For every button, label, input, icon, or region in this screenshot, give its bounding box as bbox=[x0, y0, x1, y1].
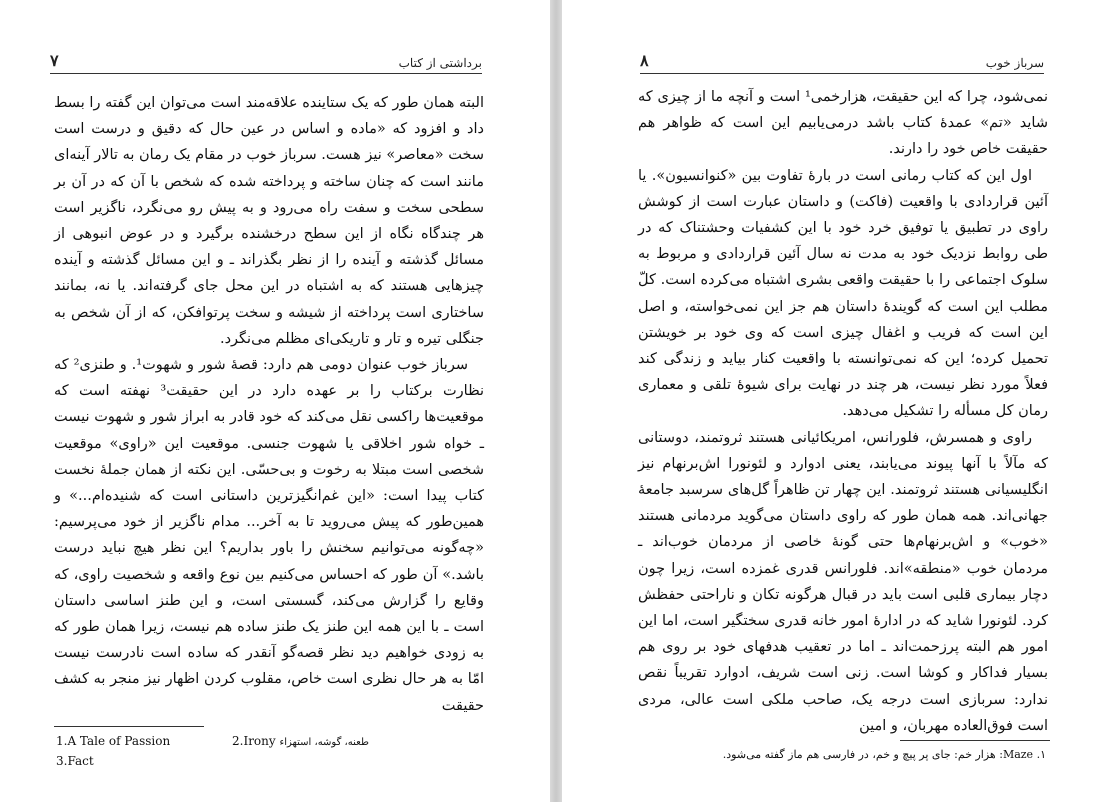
left-footnote-2-fa: طعنه، گوشه، استهزاء bbox=[279, 737, 369, 748]
right-paragraph-2: اول این که کتاب رمانی است در بارهٔ تفاوت بین «کنوانسیون». یا آئین قراردادی با واقعیت (فاکت) و داستان عبارت است از کوشش راوی در تطبیق یا توفیق خرد خود با این کشفیات وحشتناک که در طی روابط نزدیک خود به مدت نه سال آئین قراردادی و مربوط به سلوک اجتماعی را با حقیقت واقعی بشری اشتباه می‌کرده است. کلّ مطلب این است که گویندهٔ داستان هم جز این نمی‌خواسته، و اصل این است که فریب و اغفال چیزی است که وی خود بر خویشتن تحمیل کرده‌؛ این که نمی‌توانسته با واقعیت کنار بیاید و زندگی کند فعلاً مورد نظر نیست، هر چند در نهایت برای شیوهٔ تلقی و معماری رمان کل مسأله را تشکیل می‌دهد. bbox=[638, 167, 1048, 420]
left-page-number: ۷ bbox=[50, 51, 59, 70]
left-footnote-1: 1.A Tale of Passion bbox=[56, 734, 171, 748]
left-footnote-2-en: 2.Irony bbox=[232, 734, 276, 748]
right-body-text bbox=[638, 84, 1048, 739]
left-footnote-3: 3.Fact bbox=[56, 754, 94, 768]
right-footnote-rule bbox=[900, 740, 1050, 741]
left-footnote-2 bbox=[232, 734, 375, 748]
left-page-header bbox=[50, 50, 482, 74]
left-paragraph-2: سرباز خوب عنوان دومی هم دارد: قصهٔ شور و شهوت¹. و طنزی² که نظارت برکتاب را بر عهده دارد در این حقیقت³ نهفته است که موقعیت‌ها راکسی نقل می‌کند که خود قادر به ابراز شور و شهوت نیست ـ خواه شور اخلاقی یا شهوت جنسی. موقعیت این «راوی» موقعیت شخصی است مبتلا به رخوت و بی‌حسّی. این نکته از همان جملهٔ نخست کتاب پیدا است: «این غم‌انگیزترین داستانی است که شنیده‌ام...» و همین‌طور که پیش می‌روید تا به آخر... مدام ناگزیر از خود می‌پرسیم: «چه‌گونه می‌توانیم سخنش را باور بداریم؟ این نظر هیچ نباید درست باشد.» آن طور که احساس می‌کنیم بین نوع واقعه و شخصیت راوی، که وقایع را گزارش می‌کند، گسستی است، و این طنز اساسی داستان است ـ با این همه این طنز یک طنز ساده هم نیست، زیرا همان طور که به زودی خواهیم دید نظر قصه‌گو آنقدر که ساده است نادرست نیست امّا به هر حال نظری است خاص، مقلوب کردن اظهار نیز منجر به کشف حقیقت bbox=[54, 357, 484, 714]
left-body-text bbox=[54, 90, 484, 719]
right-paragraph-3: راوی و همسرش، فلورانس، امریکائیانی هستند ثروتمند، دوستانی که مآلاً با آنها پیوند می‌یابند، یعنی ادوارد و لئونورا اش‌برنهام نیز انگلیسیانی هستند ثروتمند. این چهار تن ظاهراً گل‌های سرسبد جامعهٔ جهانی‌اند. همه همان طور که راوی داستان می‌گوید مردمانی هستند «خوب» و اش‌برنهام‌ها حتی گونهٔ خاصی از مردمان خوب‌اند ـ مردمان خوب «منطقه»‌اند. فلورانس قدری غمزده است، زیرا چون دچار بیماری قلبی است باید در قبال هرگونه تکان و ناراحتی حفظش کرد. لئونورا شاید که در ادارهٔ امور خانه قدری سختگیر است، اما این امور هم البته پرزحمت‌اند ـ اما در تعقیب هدفهای خود بر روی هم بسیار فداکار و کوشا است. زنی است شریف، ادوارد تقریباً نقص ندارد: سربازی است درجه یک، صاحب ملکی است عالی، مردی است فوق‌العاده مهربان، و امین bbox=[638, 429, 1048, 734]
left-paragraph-1: البته همان طور که یک ستاینده علاقه‌مند است می‌توان این گفته را بسط داد و افزود که «ماده و اساس در عین حال که دقیق و درست است سخت «معاصر» نیز هست. سرباز خوب در مقام یک رمان به تالار آینه‌ای مانند است که چنان ساخته و پرداخته شده که شخص با آن که در آن بر سطحی سخت و سفت راه می‌رود و به پیش رو می‌نگرد، ناگزیر است هر چندگاه نگاه از این سطح درخشنده برگیرد و در عوض انبوهی از مسائل گذشته و آینده را از نظر بگذراند ـ و این مسائل گذشته و آینده چیزهایی هستند که به اشتباه در این محل جای گرفته‌اند. یا نه، بمانند ساختاری است پرداخته از شیشه و سخت پرتوافکن، که از آن شخص به جنگلی تیره و تار و تاریکی‌ای مظلم می‌نگرد. bbox=[54, 95, 484, 347]
right-paragraph-1: نمی‌شود، چرا که این حقیقت، هزارخمی¹ است و آنچه ما از چیزی که شاید «تم» عمدهٔ کتاب باشد درمی‌یابیم این است که ظواهر هم حقیقت خاص خود را دارند. bbox=[638, 89, 1048, 158]
book-gutter bbox=[550, 0, 562, 802]
left-page bbox=[0, 0, 550, 802]
right-page bbox=[562, 0, 1112, 802]
left-footnote-rule bbox=[54, 726, 204, 727]
left-running-title: برداشتی از کتاب bbox=[398, 56, 482, 70]
right-page-number: ۸ bbox=[640, 51, 649, 70]
right-page-header bbox=[640, 50, 1044, 74]
right-running-title: سرباز خوب bbox=[985, 56, 1044, 70]
right-footnote-1: ۱. Maze: هزار خم: جای پر پیچ و خم، در فارسی هم ماز گفته می‌شود. bbox=[722, 748, 1046, 761]
